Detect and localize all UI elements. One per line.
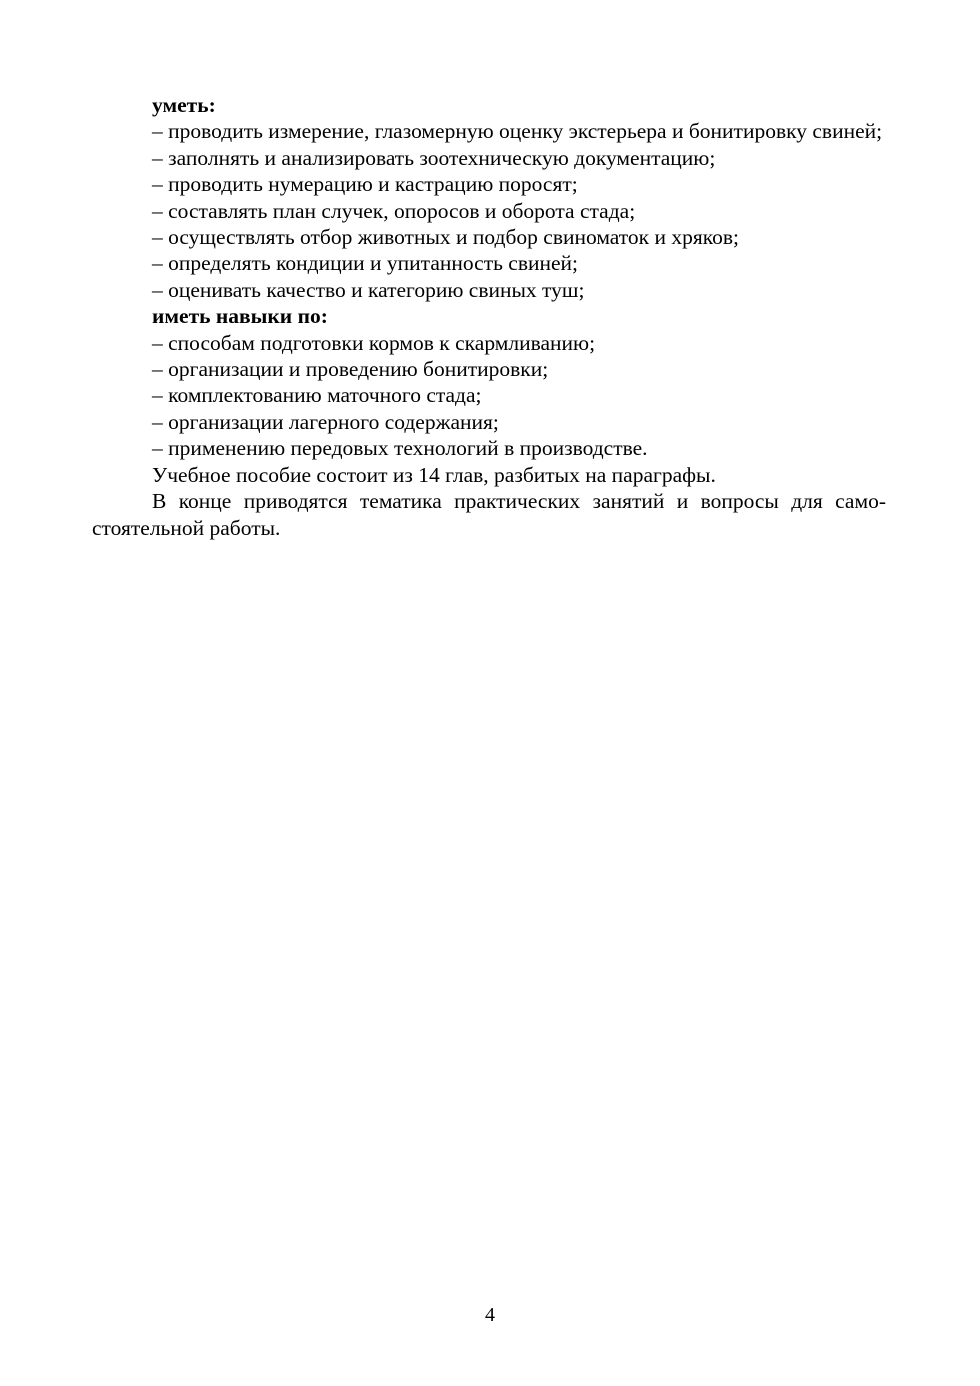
paragraph-ending: В конце приводятся тематика практических занятий и вопросы для само-стоятельной работы. [92, 489, 886, 540]
list-item: – определять кондиции и упитанность свиней; [152, 251, 579, 276]
list-item: – оценивать качество и категорию свиных туш; [152, 277, 585, 302]
section-heading-abilities: иметь навыки по: [152, 304, 328, 329]
list-item: – осуществлять отбор животных и подбор свиноматок и хряков; [152, 225, 739, 250]
list-item: – применению передовых технологий в производстве. [152, 436, 648, 461]
page-number: 4 [485, 1304, 495, 1326]
list-item: – организации лагерного содержания; [152, 409, 499, 434]
list-item: – проводить нумерацию и кастрацию поросят; [152, 172, 578, 197]
list-item: – способам подготовки кормов к скармливанию; [152, 330, 596, 355]
paragraph-structure: Учебное пособие состоит из 14 глав, разбитых на параграфы. [152, 462, 716, 487]
list-item: – составлять план случек, опоросов и оборота стада; [152, 198, 636, 223]
body-text [92, 92, 886, 541]
list-item: – проводить измерение, глазомерную оценку экстерьера и бонитировку свиней; [152, 119, 883, 144]
list-item: – комплектованию маточного стада; [152, 383, 482, 408]
list-item: – заполнять и анализировать зоотехническую документацию; [152, 145, 716, 170]
section-heading-skills: уметь: [152, 93, 216, 117]
list-item: – организации и проведению бонитировки; [152, 357, 549, 382]
